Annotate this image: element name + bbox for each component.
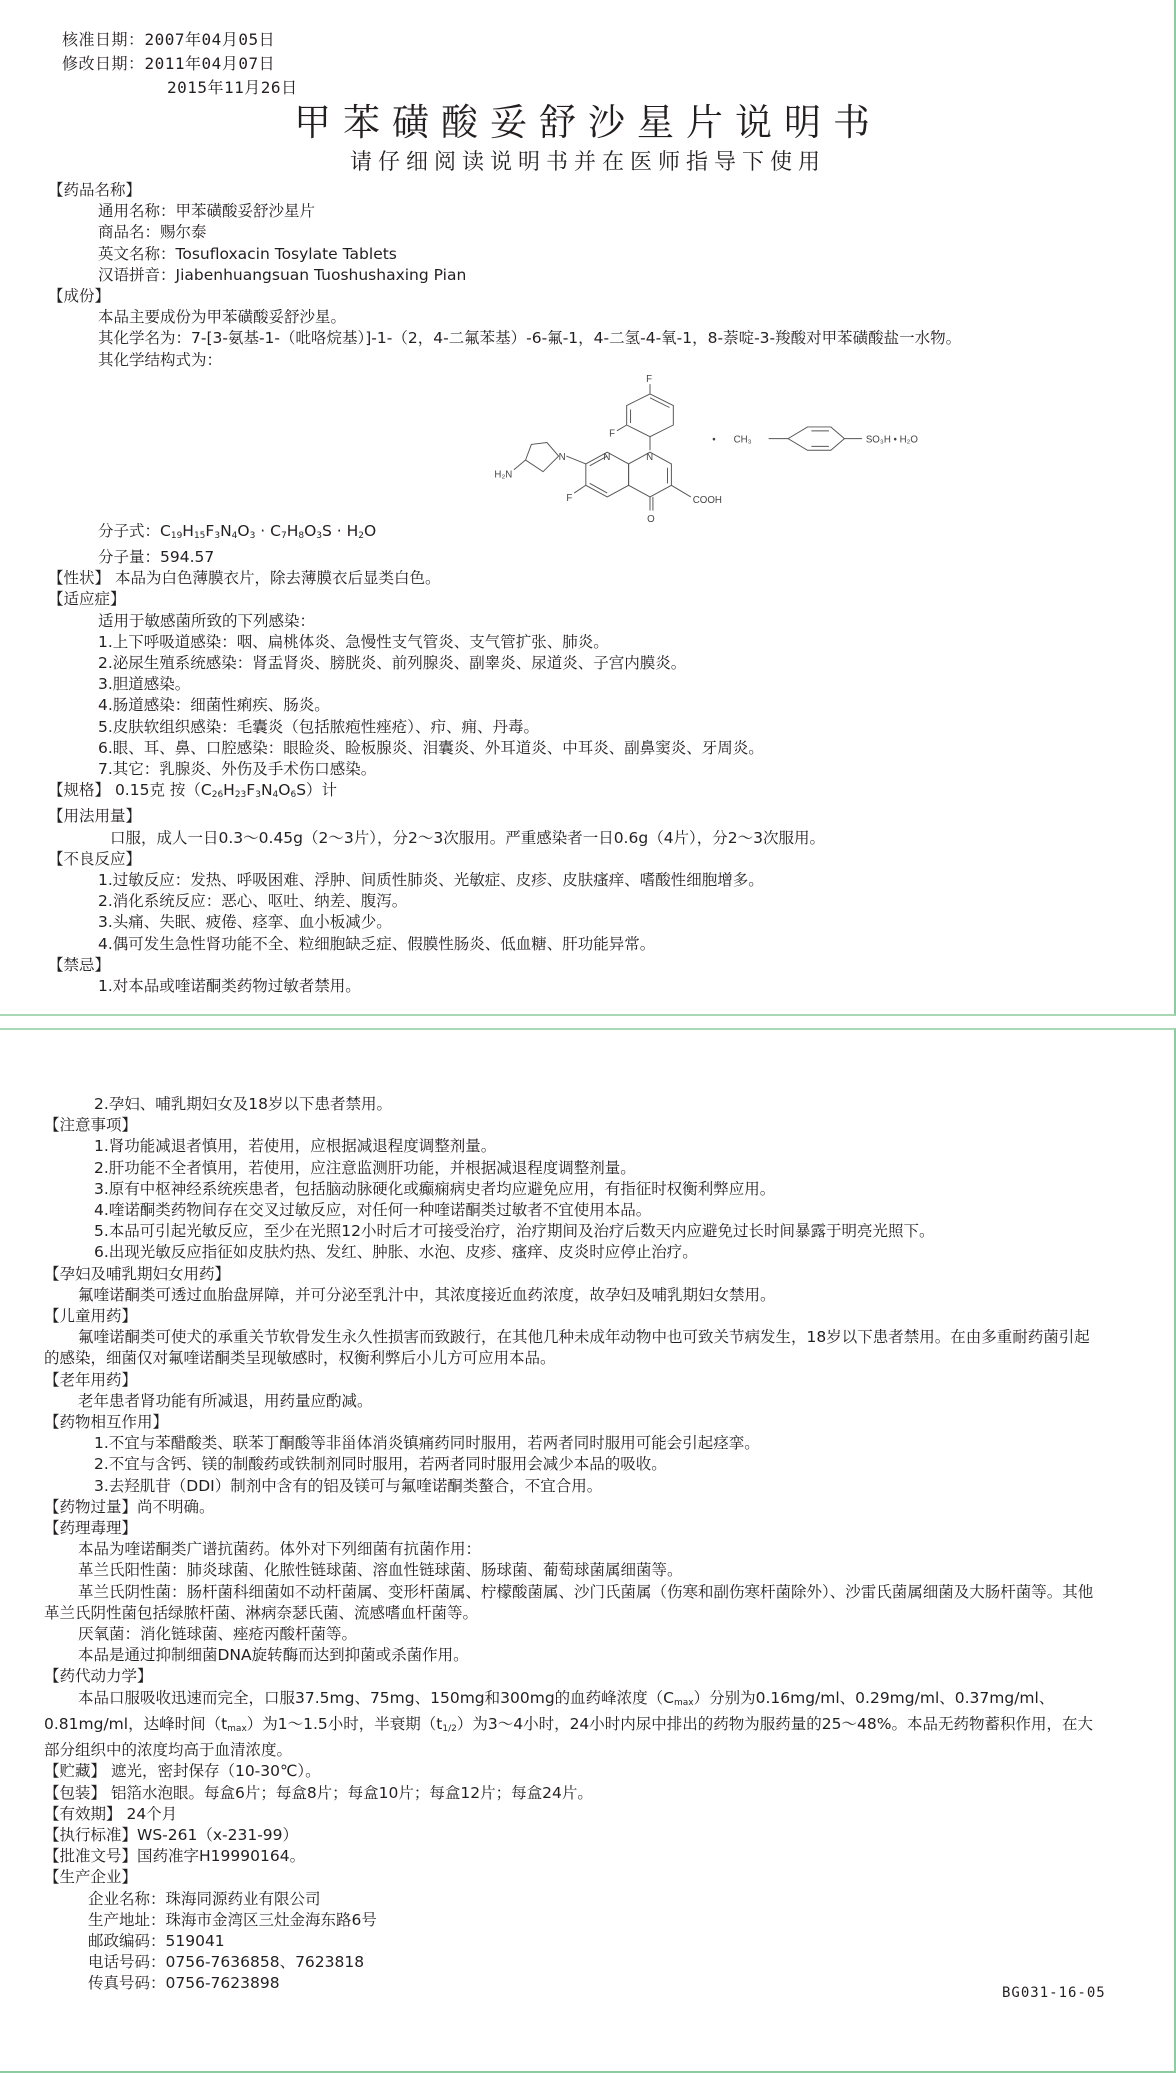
section-heading-pregnancy: 【孕妇及哺乳期妇女用药】 (44, 1264, 231, 1283)
adverse-item: 4.偶可发生急性肾功能不全、粒细胞缺乏症、假膜性肠炎、低血糖、肝功能异常。 (98, 934, 656, 953)
indication-item: 5.皮肤软组织感染：毛囊炎（包括脓疱性痤疮）、疖、痈、丹毒。 (98, 717, 540, 736)
molecular-weight (48, 547, 1156, 568)
precaution-item: 5.本品可引起光敏反应，至少在光照12小时后才可接受治疗，治疗期间及治疗后数天内应避免过长时间暴露于明亮光照下。 (94, 1222, 935, 1241)
document-code: BG031-16-05 (1002, 1985, 1106, 2001)
section-description (48, 568, 1156, 589)
approval-date-label: 核准日期： (62, 30, 145, 49)
section-heading-description: 【性状】 (48, 569, 111, 588)
precaution-item: 1.肾功能减退者慎用，若使用，应根据减退程度调整剂量。 (94, 1137, 497, 1156)
pharmacokinetics-text (44, 1688, 1156, 1762)
section-heading-geriatric: 【老年用药】 (44, 1370, 138, 1389)
label-oxo: O (647, 514, 655, 526)
adverse-item: 3.头痛、失眠、疲倦、痉挛、血小板减少。 (98, 913, 392, 932)
pk-sub-cmax: max (673, 1697, 694, 1708)
section-heading-pharmacokinetics: 【药代动力学】 (44, 1667, 153, 1686)
indication-item: 1.上下呼吸道感染：咽、扁桃体炎、急慢性支气管炎、支气管扩张、肺炎。 (98, 632, 609, 651)
section-heading-indications: 【适应症】 (48, 590, 126, 609)
revision-date-row (62, 52, 298, 76)
approval-date-row (62, 28, 298, 52)
indication-item: 4.肠道感染：细菌性痢疾、肠炎。 (98, 696, 330, 715)
manufacturer-address: 生产地址：珠海市金湾区三灶金海东路6号 (88, 1910, 377, 1929)
revision-date-row-2 (62, 76, 298, 100)
pharmacology-line: 厌氧菌：消化链球菌、痤疮丙酸杆菌等。 (78, 1625, 358, 1644)
storage-text: 遮光，密封保存（10-30℃）。 (110, 1762, 321, 1781)
section-heading-overdose: 【药物过量】 (44, 1497, 138, 1516)
generic-name: 通用名称：甲苯磺酸妥舒沙星片 (98, 202, 316, 221)
section-heading-dosage: 【用法用量】 (48, 807, 142, 826)
label-f-ortho: F (609, 428, 616, 440)
dosage-text: 口服，成人一日0.3～0.45g（2～3片），分2～3次服用。严重感染者一日0.6g（4片），分2～3次服用。 (110, 828, 826, 847)
shelf-life-text: 24个月 (126, 1804, 178, 1823)
section-specification: 【规格】 0.15克 按$(C_{26}H_{23}F_3N_4O_6S)$计 (48, 781, 338, 801)
pk-sub-tmax: max (227, 1723, 247, 1734)
pharmacology-line: 本品是通过抑制细菌DNA旋转酶而达到抑菌或杀菌作用。 (78, 1646, 469, 1665)
section-heading-pharmacology: 【药理毒理】 (44, 1519, 138, 1538)
section-approval-number (44, 1846, 1156, 1867)
precaution-item: 4.喹诺酮类药物间存在交叉过敏反应，对任何一种喹诺酮类过敏者不宜使用本品。 (94, 1201, 652, 1220)
section-standard (44, 1825, 1156, 1846)
interaction-item: 2.不宜与含钙、镁的制酸药或铁制剂同时服用，若两者同时服用会减少本品的吸收。 (94, 1455, 667, 1474)
page-2-content (44, 1094, 1156, 1995)
section-heading-contraindications: 【禁忌】 (48, 955, 111, 974)
label-sulfonic: SO₃H • H₂O (865, 434, 919, 446)
interaction-item: 1.不宜与苯醋酸类、联苯丁酮酸等非甾体消炎镇痛药同时服用，若两者同时服用可能会引起痉挛。 (94, 1434, 760, 1453)
manufacturer-postcode: 邮政编码：519041 (88, 1931, 225, 1950)
geriatric-text: 老年患者肾功能有所减退，用药量应酌减。 (78, 1391, 373, 1410)
pk-text-1: 本品口服吸收迅速而完全，口服37.5mg、75mg、150mg和300mg的血药峰浓度（C (78, 1688, 674, 1707)
pk-text-3: ）为1～1.5小时，半衰期（t (246, 1714, 443, 1733)
manufacturer-phone: 电话号码：0756-7636858、7623818 (88, 1953, 365, 1972)
pediatric-text: 氟喹诺酮类可使犬的承重关节软骨发生永久性损害而致跛行，在其他几种未成年动物中也可致关节病发生，18岁以下患者禁用。在由多重耐药菌引起的感染，细菌仅对氟喹诺酮类呈现敏感时，权衡利弊后小儿方可应用本品。 (44, 1328, 1090, 1368)
adverse-item: 2.消化系统反应：恶心、呕吐、纳差、腹泻。 (98, 892, 408, 911)
label-dot: • (712, 434, 716, 446)
label-n1: N (646, 452, 654, 463)
indication-item: 6.眼、耳、鼻、口腔感染：眼睑炎、睑板腺炎、泪囊炎、外耳道炎、中耳炎、副鼻窦炎、牙周炎。 (98, 738, 764, 757)
pk-sub-half: 1/2 (442, 1723, 457, 1734)
label-f-top: F (646, 374, 653, 386)
section-storage (44, 1761, 1156, 1782)
precaution-item: 2.肝功能不全者慎用，若使用，应注意监测肝功能，并根据减退程度调整剂量。 (94, 1158, 636, 1177)
contraindication-item: 1.对本品或喹诺酮类药物过敏者禁用。 (98, 977, 361, 996)
pk-text-4: ）为3～4小时，24小时内尿中排出的药物为服药量的25～48%。本品无药物蓄积作用，在大部分组织中的浓度均高于血清浓度。 (44, 1714, 1093, 1760)
section-heading-approval-number: 【批准文号】 (44, 1847, 138, 1866)
label-n8: N (603, 452, 611, 463)
section-shelf-life (44, 1804, 1156, 1825)
english-name: 英文名称：Tosufloxacin Tosylate Tablets (98, 244, 397, 263)
page-1-content (48, 180, 1156, 997)
revision-date-1: 2011年04月07日 (144, 54, 276, 73)
formula-label: 分子式： (98, 521, 161, 540)
section-heading-package: 【包装】 (44, 1783, 107, 1802)
chemical-structure-diagram (485, 355, 955, 530)
indication-item: 7.其它：乳腺炎、外伤及手术伤口感染。 (98, 760, 377, 779)
contraindication-item: 2.孕妇、哺乳期妇女及18岁以下患者禁用。 (94, 1095, 393, 1113)
adverse-item: 1.过敏反应：发热、呼吸困难、浮肿、间质性肺炎、光敏症、皮疹、皮肤瘙痒、嗜酸性细胞增多。 (98, 871, 764, 890)
section-heading-drug-name: 【药品名称】 (48, 181, 142, 199)
document-subtitle: 请仔细阅读说明书并在医师指导下使用 (349, 150, 826, 175)
interaction-item: 3.去羟肌苷（DDI）制剂中含有的铝及镁可与氟喹诺酮类螯合，不宜合用。 (94, 1476, 603, 1495)
manufacturer-name: 企业名称：珠海同源药业有限公司 (88, 1889, 321, 1908)
overdose-text: 尚不明确。 (137, 1497, 215, 1516)
indication-item: 3.胆道感染。 (98, 675, 191, 694)
approval-number-text: 国药准字H19990164。 (137, 1847, 306, 1866)
precaution-item: 3.原有中枢神经系统疾患者，包括脑动脉硬化或癫痫病史者均应避免应用，有指征时权衡利弊应用。 (94, 1179, 776, 1198)
label-amine: H₂N (494, 469, 513, 481)
label-methyl: CH₃ (733, 434, 752, 446)
approval-date: 2007年04月05日 (144, 30, 276, 49)
chemical-name: 其化学名为：7-[3-氨基-1-（吡咯烷基）]-1-（2，4-二氟苯基）-6-氟-1，4-二氢-4-氧-1，8-萘啶-3-羧酸对甲苯磺酸盐一水物。 (98, 329, 962, 348)
pharmacology-line: 革兰氏阴性菌：肠杆菌科细菌如不动杆菌属、变形杆菌属、柠檬酸菌属、沙门氏菌属（伤寒和副伤寒杆菌除外）、沙雷氏菌属细菌及大肠杆菌等。其他革兰氏阴性菌包括绿脓杆菌、淋病奈瑟氏菌、流感嗜血杆菌等。 (44, 1582, 1094, 1622)
structure-label: 其化学结构式为： (98, 350, 223, 369)
pharmacology-line: 本品为喹诺酮类广谱抗菌药。体外对下列细菌有抗菌作用： (78, 1540, 482, 1559)
label-f6: F (566, 492, 573, 504)
section-heading-interactions: 【药物相互作用】 (44, 1413, 169, 1432)
molecular-formula: 分子式：$C_{19}H_{15}F_3N_4O_3 \cdot C_7H_8O_3S \cdot H_2O$ (98, 521, 377, 541)
pinyin-name: 汉语拼音：Jiabenhuangsuan Tuoshushaxing Pian (98, 265, 467, 284)
description-text: 本品为白色薄膜衣片，除去薄膜衣后显类白色。 (114, 569, 441, 588)
section-heading-composition: 【成份】 (48, 287, 111, 306)
section-heading-storage: 【贮藏】 (44, 1762, 107, 1781)
pharmacology-line: 革兰氏阳性菌：肺炎球菌、化脓性链球菌、溶血性链球菌、肠球菌、葡萄球菌属细菌等。 (78, 1561, 683, 1580)
mw-label: 分子量： (98, 548, 161, 567)
revision-date-2: 2015年11月26日 (167, 78, 298, 97)
mw-value: 594.57 (160, 548, 215, 567)
section-heading-precautions: 【注意事项】 (44, 1116, 138, 1135)
revision-date-label: 修改日期： (62, 54, 145, 73)
label-cooh: COOH (692, 494, 722, 506)
standard-text: WS-261（x-231-99） (137, 1825, 299, 1844)
brand-name: 商品名：赐尔泰 (98, 223, 207, 242)
section-heading-standard: 【执行标准】 (44, 1825, 138, 1844)
section-package (44, 1783, 1156, 1804)
section-heading-shelf-life: 【有效期】 (44, 1804, 122, 1823)
indication-item: 2.泌尿生殖系统感染：肾盂肾炎、膀胱炎、前列腺炎、副睾炎、尿道炎、子宫内膜炎。 (98, 654, 687, 673)
precaution-item: 6.出现光敏反应指征如皮肤灼热、发红、肿胀、水泡、皮疹、瘙痒、皮炎时应停止治疗。 (94, 1243, 698, 1262)
section-heading-adverse: 【不良反应】 (48, 849, 142, 868)
composition-main: 本品主要成份为甲苯磺酸妥舒沙星。 (98, 308, 347, 327)
section-heading-manufacturer: 【生产企业】 (44, 1868, 138, 1887)
date-block (62, 28, 298, 100)
document-title: 甲苯磺酸妥舒沙星片说明书 (294, 101, 882, 144)
package-text: 铝箔水泡眼。每盒6片；每盒8片；每盒10片；每盒12片；每盒24片。 (110, 1783, 593, 1802)
section-heading-specification: 【规格】 (48, 781, 111, 800)
section-heading-pediatric: 【儿童用药】 (44, 1307, 138, 1326)
indication-intro: 适用于敏感菌所致的下列感染： (98, 611, 316, 630)
section-overdose (44, 1497, 1156, 1518)
label-n-pyrrolidine: N (558, 452, 566, 463)
manufacturer-fax: 传真号码：0756-7623898 (88, 1974, 280, 1993)
pk-text-2: ）分别为0.16mg/ml、0.29mg/ml、0.37mg/ml、0.81mg/ml，达峰时间（t (44, 1688, 1055, 1733)
pregnancy-text: 氟喹诺酮类可透过血胎盘屏障，并可分泌至乳汁中，其浓度接近血药浓度，故孕妇及哺乳期妇女禁用。 (78, 1285, 776, 1304)
